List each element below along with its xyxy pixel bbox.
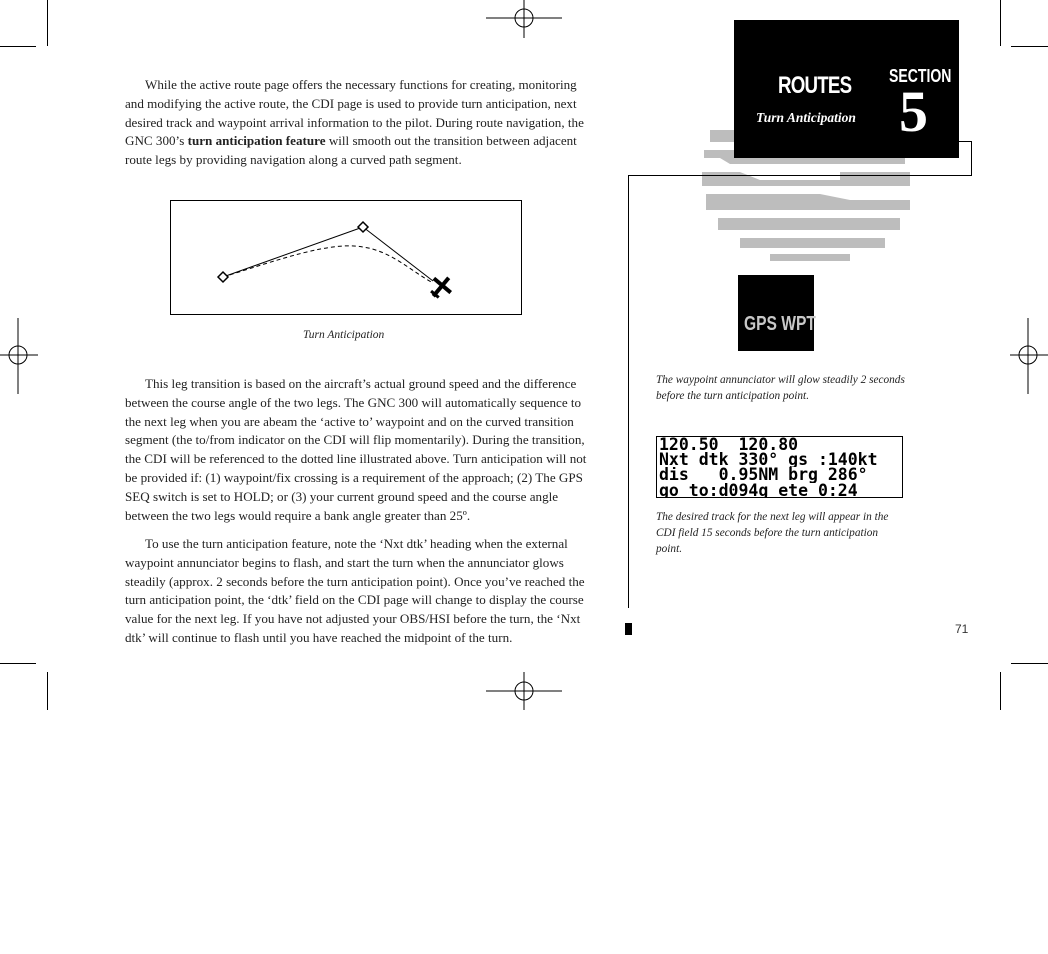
gps-wpt-annunciator bbox=[738, 275, 814, 351]
section-header-tab bbox=[734, 20, 959, 158]
crop-mark bbox=[1011, 663, 1048, 664]
sidebar-rule bbox=[628, 175, 629, 608]
section-number: 5 bbox=[899, 79, 928, 144]
emphasis-text: turn anticipation feature bbox=[187, 133, 326, 149]
crop-mark bbox=[47, 0, 48, 46]
sidebar-rule bbox=[628, 175, 972, 176]
registration-mark-right bbox=[1008, 318, 1048, 394]
annunciator-label: GPS WPT bbox=[744, 313, 816, 335]
section-title: ROUTES bbox=[778, 72, 852, 99]
page-marker bbox=[625, 623, 632, 635]
page-number: 71 bbox=[955, 622, 969, 636]
waypoint-icon bbox=[218, 272, 228, 282]
registration-mark-bottom bbox=[486, 672, 562, 712]
section-subtitle: Turn Anticipation bbox=[756, 110, 856, 125]
route-diagram bbox=[171, 201, 523, 316]
registration-mark-top bbox=[486, 0, 562, 40]
body-paragraph-3: To use the turn anticipation feature, note the ‘Nxt dtk’ heading when the external waypoint annunciator begins to flash, and start the turn when the annunciator glows steadily (approx. 2 seconds before the turn anticipation point). Once you’ve reached the turn anticipation point, the ‘dtk’ field on the CDI page will change to display the course value for the next leg. If you have not adjusted your OBS/HSI before the turn, the ‘Nxt dtk’ will continue to flash until you have reached the midpoint of the turn. bbox=[125, 536, 585, 645]
crop-mark bbox=[47, 672, 48, 710]
turn-anticipation-figure bbox=[170, 200, 522, 315]
lcd-row: dis 0.95NM brg 286° bbox=[659, 467, 868, 483]
lcd-row: 120.50 120.80 bbox=[659, 437, 799, 453]
registration-mark-left bbox=[0, 318, 40, 394]
figure-caption: Turn Anticipation bbox=[303, 329, 385, 341]
crop-mark bbox=[0, 46, 36, 47]
lcd-caption: The desired track for the next leg will appear in the CDI field 15 seconds before the turn anticipation point. bbox=[656, 511, 889, 555]
crop-mark bbox=[1000, 672, 1001, 710]
cdi-lcd-display bbox=[656, 436, 903, 498]
waypoint-icon bbox=[358, 222, 368, 232]
crop-mark bbox=[1000, 0, 1001, 46]
crop-mark bbox=[1011, 46, 1048, 47]
annunciator-caption: The waypoint annunciator will glow steadily 2 seconds before the turn anticipation point. bbox=[656, 374, 905, 402]
lcd-row: Nxt dtk 330° gs :140kt bbox=[659, 452, 878, 468]
crop-mark bbox=[0, 663, 36, 664]
sidebar-rule bbox=[971, 141, 972, 176]
body-paragraph-2: This leg transition is based on the aircraft’s actual ground speed and the difference between the course angle of the two legs. The GNC 300 will automatically sequence to the next leg when you are abeam the ‘active to’ waypoint and on the curved transition segment (the to/from indicator on the CDI will flip momentarily). During the transition, the CDI will be referenced to the dotted line illustrated above. Turn anticipation will not be provided if: (1) waypoint/fix crossing is a requirement of the approach; (2) The GPS SEQ switch is set to HOLD; or (3) your current ground speed and the course angle between the two legs would require a bank angle greater than 25º. bbox=[125, 376, 587, 523]
airplane-icon bbox=[425, 271, 457, 304]
body-paragraph-1: While the active route page offers the necessary functions for creating, monitoring and modifying the active route, the CDI page is used to provide turn anticipation, next desired track and waypoint arrival information to the pilot. During route navigation, the GNC 300’s turn anticipation feature will smooth out the transition between adjacent route legs by providing navigation along a curved path segment. bbox=[125, 77, 584, 168]
lcd-row: go to:d094g ete 0:24 bbox=[659, 482, 858, 498]
section-label: SECTION bbox=[889, 66, 952, 86]
